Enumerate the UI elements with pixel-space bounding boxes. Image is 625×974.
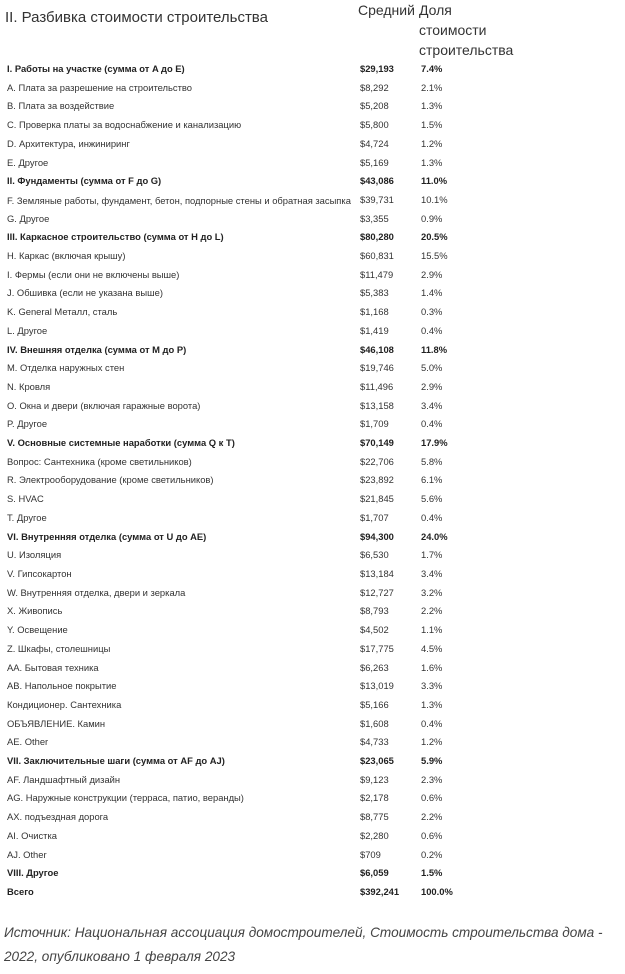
row-share: 2.2% bbox=[421, 811, 443, 823]
table-row bbox=[4, 715, 484, 734]
row-average: $5,169 bbox=[360, 156, 389, 168]
table-row bbox=[4, 322, 484, 341]
cost-breakdown-table bbox=[4, 0, 514, 902]
row-label: AA. Бытовая техника bbox=[7, 661, 99, 673]
row-average: $13,158 bbox=[360, 399, 394, 411]
row-share: 5.8% bbox=[421, 455, 443, 467]
row-average: $709 bbox=[360, 848, 381, 860]
row-average: $8,793 bbox=[360, 605, 389, 617]
row-average: $1,168 bbox=[360, 306, 389, 318]
row-label: Вопрос: Сантехника (кроме светильников) bbox=[7, 455, 192, 467]
table-row bbox=[4, 509, 484, 528]
row-share: 11.8% bbox=[421, 343, 448, 355]
row-label: S. HVAC bbox=[7, 493, 44, 505]
row-average: $23,892 bbox=[360, 474, 394, 486]
row-share: 6.1% bbox=[421, 474, 443, 486]
row-label: Всего bbox=[7, 885, 34, 897]
row-average: $1,709 bbox=[360, 418, 389, 430]
row-label: AF. Ландшафтный дизайн bbox=[7, 773, 121, 785]
table-row bbox=[4, 284, 484, 303]
row-average: $1,608 bbox=[360, 717, 389, 729]
row-average: $11,496 bbox=[360, 380, 394, 392]
row-share: 1.4% bbox=[421, 287, 443, 299]
row-share: 0.2% bbox=[421, 848, 443, 860]
row-average: $4,502 bbox=[360, 624, 389, 636]
row-average: $5,208 bbox=[360, 100, 389, 112]
row-share: 2.1% bbox=[421, 81, 443, 93]
table-body bbox=[4, 60, 484, 902]
row-average: $22,706 bbox=[360, 455, 394, 467]
row-average: $70,149 bbox=[360, 437, 394, 449]
table-row bbox=[4, 453, 484, 472]
table-row bbox=[4, 789, 484, 808]
row-label: C. Проверка платы за водоснабжение и канализацию bbox=[7, 119, 242, 131]
table-row bbox=[4, 808, 484, 827]
row-label: N. Кровля bbox=[7, 380, 51, 392]
table-row bbox=[4, 471, 484, 490]
table-row bbox=[4, 546, 484, 565]
row-label: AX. подъездная дорога bbox=[7, 811, 109, 823]
row-average: $2,280 bbox=[360, 829, 389, 841]
row-average: $12,727 bbox=[360, 586, 394, 598]
row-label: D. Архитектура, инжиниринг bbox=[7, 137, 130, 149]
table-row bbox=[4, 303, 484, 322]
row-average: $5,166 bbox=[360, 698, 389, 710]
table-row-section bbox=[4, 883, 484, 902]
row-average: $13,184 bbox=[360, 567, 394, 579]
row-average: $43,086 bbox=[360, 175, 394, 187]
row-label: W. Внутренняя отделка, двери и зеркала bbox=[7, 586, 186, 598]
row-share: 3.4% bbox=[421, 567, 443, 579]
row-label: I. Работы на участке (сумма от A до E) bbox=[7, 63, 185, 74]
table-row bbox=[4, 378, 484, 397]
row-label: AJ. Other bbox=[7, 848, 47, 860]
row-share: 2.9% bbox=[421, 380, 443, 392]
row-average: $3,355 bbox=[360, 212, 389, 224]
row-average: $94,300 bbox=[360, 530, 394, 542]
table-row bbox=[4, 565, 484, 584]
row-label: J. Обшивка (если не указана выше) bbox=[7, 287, 163, 299]
table-row bbox=[4, 677, 484, 696]
row-label: T. Другое bbox=[7, 511, 47, 523]
row-share: 2.3% bbox=[421, 773, 443, 785]
table-row bbox=[4, 659, 484, 678]
row-label: VII. Заключительные шаги (сумма от AF до AJ) bbox=[7, 755, 225, 767]
row-label: VIII. Другое bbox=[7, 867, 59, 879]
table-row bbox=[4, 827, 484, 846]
table-row bbox=[4, 696, 484, 715]
row-share: 20.5% bbox=[421, 231, 448, 243]
row-share: 3.2% bbox=[421, 586, 443, 598]
row-share: 1.3% bbox=[421, 156, 443, 168]
row-average: $17,775 bbox=[360, 642, 394, 654]
header-share: Доля стоимости строительства bbox=[419, 2, 514, 58]
row-average: $8,292 bbox=[360, 81, 389, 93]
header-category: II. Разбивка стоимости строительства bbox=[5, 9, 268, 26]
row-label: P. Другое bbox=[7, 418, 48, 430]
table-row bbox=[4, 135, 484, 154]
row-share: 11.0% bbox=[421, 175, 448, 187]
row-share: 1.5% bbox=[421, 119, 443, 131]
table-row-section bbox=[4, 172, 484, 191]
row-label: VI. Внутренняя отделка (сумма от U до AE) bbox=[7, 530, 207, 542]
row-share: 4.5% bbox=[421, 642, 443, 654]
row-share: 24.0% bbox=[421, 530, 448, 542]
row-label: U. Изоляция bbox=[7, 549, 62, 561]
row-share: 5.0% bbox=[421, 362, 443, 374]
row-average: $5,383 bbox=[360, 287, 389, 299]
table-header bbox=[4, 0, 514, 60]
row-label: AI. Очистка bbox=[7, 829, 57, 841]
table-row bbox=[4, 621, 484, 640]
row-share: 1.3% bbox=[421, 100, 443, 112]
row-share: 3.3% bbox=[421, 680, 443, 692]
row-label: I. Фермы (если они не включены выше) bbox=[7, 268, 180, 280]
table-row bbox=[4, 584, 484, 603]
row-share: 15.5% bbox=[421, 250, 448, 262]
row-share: 0.6% bbox=[421, 829, 443, 841]
table-row-section bbox=[4, 228, 484, 247]
row-average: $1,419 bbox=[360, 324, 389, 336]
row-label: II. Фундаменты (сумма от F до G) bbox=[7, 175, 162, 187]
table-row bbox=[4, 640, 484, 659]
row-average: $46,108 bbox=[360, 343, 394, 355]
row-share: 0.4% bbox=[421, 418, 443, 430]
row-label: O. Окна и двери (включая гаражные ворота) bbox=[7, 399, 201, 411]
row-share: 1.6% bbox=[421, 661, 443, 673]
header-average: Средний bbox=[358, 2, 415, 18]
header-row bbox=[4, 0, 484, 60]
row-label: H. Каркас (включая крышу) bbox=[7, 250, 126, 262]
row-share: 17.9% bbox=[421, 437, 448, 449]
row-label: B. Плата за воздействие bbox=[7, 100, 115, 112]
row-average: $392,241 bbox=[360, 885, 400, 897]
row-share: 3.4% bbox=[421, 399, 443, 411]
row-label: Z. Шкафы, столешницы bbox=[7, 642, 111, 654]
row-label: K. General Металл, сталь bbox=[7, 306, 118, 318]
table-row bbox=[4, 846, 484, 865]
row-label: III. Каркасное строительство (сумма от H до L) bbox=[7, 231, 224, 243]
row-label: Y. Освещение bbox=[7, 624, 68, 636]
row-label: M. Отделка наружных стен bbox=[7, 362, 125, 374]
row-average: $39,731 bbox=[360, 193, 394, 205]
table-row bbox=[4, 247, 484, 266]
row-share: 1.3% bbox=[421, 698, 443, 710]
row-label: X. Живопись bbox=[7, 605, 63, 617]
row-share: 5.9% bbox=[421, 755, 443, 767]
row-average: $21,845 bbox=[360, 493, 394, 505]
row-share: 1.7% bbox=[421, 549, 443, 561]
row-label: F. Земляные работы, фундамент, бетон, подпорные стены и обратная засыпка bbox=[7, 194, 351, 206]
table-row-section bbox=[4, 434, 484, 453]
row-label: V. Гипсокартон bbox=[7, 567, 72, 579]
table-row bbox=[4, 490, 484, 509]
row-share: 1.1% bbox=[421, 624, 443, 636]
row-label: AG. Наружные конструкции (терраса, патио, веранды) bbox=[7, 792, 244, 804]
source-note: Источник: Национальная ассоциация домостроителей, Стоимость строительства дома - 2022, опубликовано 1 февраля 2023 bbox=[4, 925, 603, 964]
row-average: $6,263 bbox=[360, 661, 389, 673]
row-share: 10.1% bbox=[421, 193, 448, 205]
row-average: $13,019 bbox=[360, 680, 394, 692]
table-row bbox=[4, 116, 484, 135]
table-row-section bbox=[4, 864, 484, 883]
row-share: 7.4% bbox=[421, 63, 443, 74]
row-average: $19,746 bbox=[360, 362, 394, 374]
table-row bbox=[4, 79, 484, 98]
row-label: G. Другое bbox=[7, 212, 50, 224]
table-row bbox=[4, 733, 484, 752]
row-average: $1,707 bbox=[360, 511, 389, 523]
row-average: $8,775 bbox=[360, 811, 389, 823]
row-share: 0.4% bbox=[421, 324, 443, 336]
row-share: 100.0% bbox=[421, 885, 453, 897]
row-share: 2.9% bbox=[421, 268, 443, 280]
row-label: AB. Напольное покрытие bbox=[7, 680, 117, 692]
row-label: L. Другое bbox=[7, 324, 48, 336]
row-share: 1.5% bbox=[421, 867, 443, 879]
row-share: 0.6% bbox=[421, 792, 443, 804]
row-label: ОБЪЯВЛЕНИЕ. Камин bbox=[7, 717, 106, 729]
row-share: 2.2% bbox=[421, 605, 443, 617]
row-share: 5.6% bbox=[421, 493, 443, 505]
row-label: IV. Внешняя отделка (сумма от M до P) bbox=[7, 343, 187, 355]
table-row bbox=[4, 771, 484, 790]
row-share: 0.3% bbox=[421, 306, 443, 318]
row-average: $11,479 bbox=[360, 268, 394, 280]
table-row bbox=[4, 154, 484, 173]
row-label: Кондиционер. Сантехника bbox=[7, 698, 122, 710]
table-row-section bbox=[4, 341, 484, 360]
table-row-section bbox=[4, 528, 484, 547]
row-average: $2,178 bbox=[360, 792, 389, 804]
row-average: $29,193 bbox=[360, 63, 394, 74]
row-label: R. Электрооборудование (кроме светильников) bbox=[7, 474, 214, 486]
table-row-section bbox=[4, 60, 484, 79]
row-average: $9,123 bbox=[360, 773, 389, 785]
row-average: $60,831 bbox=[360, 250, 394, 262]
row-share: 0.4% bbox=[421, 717, 443, 729]
table-row bbox=[4, 97, 484, 116]
row-label: AE. Other bbox=[7, 736, 49, 748]
row-average: $6,530 bbox=[360, 549, 389, 561]
table-row bbox=[4, 359, 484, 378]
row-label: V. Основные системные наработки (сумма Q к T) bbox=[7, 437, 235, 449]
row-share: 1.2% bbox=[421, 736, 443, 748]
row-share: 0.4% bbox=[421, 511, 443, 523]
row-average: $4,724 bbox=[360, 137, 389, 149]
row-average: $80,280 bbox=[360, 231, 394, 243]
table-row-section bbox=[4, 752, 484, 771]
row-label: A. Плата за разрешение на строительство bbox=[7, 81, 192, 93]
row-average: $4,733 bbox=[360, 736, 389, 748]
row-share: 1.2% bbox=[421, 137, 443, 149]
table-row bbox=[4, 266, 484, 285]
table-row bbox=[4, 191, 484, 210]
row-label: E. Другое bbox=[7, 156, 49, 168]
row-average: $6,059 bbox=[360, 867, 389, 879]
table-row bbox=[4, 210, 484, 229]
table-row bbox=[4, 397, 484, 416]
table-row bbox=[4, 415, 484, 434]
row-average: $23,065 bbox=[360, 755, 394, 767]
row-share: 0.9% bbox=[421, 212, 443, 224]
row-average: $5,800 bbox=[360, 119, 389, 131]
table-row bbox=[4, 602, 484, 621]
